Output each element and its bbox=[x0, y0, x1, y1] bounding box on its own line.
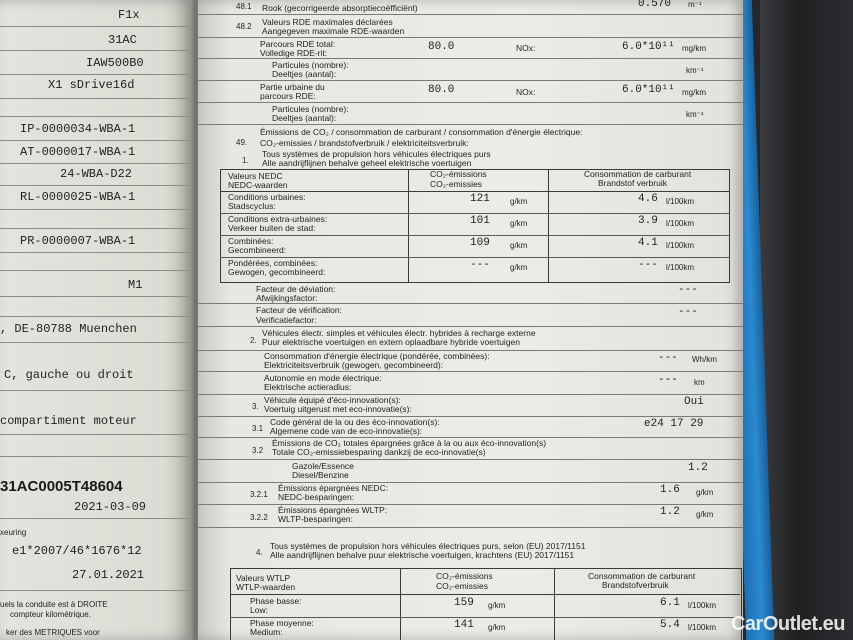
approval-date: 27.01.2021 bbox=[72, 568, 145, 582]
value: --- bbox=[658, 352, 678, 364]
column-divider bbox=[408, 169, 409, 282]
divider bbox=[198, 80, 743, 81]
co2-value: 141 bbox=[454, 619, 474, 631]
label-nl: Voertuig uitgerust met eco-innovatie(s): bbox=[264, 404, 412, 414]
fuel-value: 3.9 bbox=[638, 215, 658, 227]
row-label-nl: Gecombineerd: bbox=[228, 245, 287, 255]
section-number: 4. bbox=[256, 548, 263, 557]
value: --- bbox=[658, 374, 678, 386]
label-nl: Aangegeven maximale RDE-waarden bbox=[262, 26, 405, 36]
co2-unit: g/km bbox=[510, 263, 528, 272]
divider bbox=[198, 124, 743, 125]
note-text: ker des METRIQUES voor bbox=[6, 628, 100, 637]
column-divider bbox=[548, 169, 549, 282]
divider bbox=[0, 252, 192, 253]
left-value: C, gauche ou droit bbox=[4, 368, 134, 382]
header-nl: WTLP-waarden bbox=[236, 582, 296, 592]
value: 0.570 bbox=[638, 0, 672, 10]
label-nl: Volledige RDE-rit: bbox=[260, 48, 328, 58]
left-value: compartiment moteur bbox=[0, 414, 137, 428]
label-nl: Algemene code van de eco-innovatie(s): bbox=[270, 426, 423, 436]
fuel-value: 5.4 bbox=[660, 619, 680, 631]
divider bbox=[0, 456, 192, 457]
header-fr: CO₂-émissions bbox=[436, 571, 493, 581]
unit: km⁻¹ bbox=[686, 110, 704, 119]
fuel-unit: l/100km bbox=[666, 197, 695, 206]
row-label-fr: Combinées: bbox=[228, 236, 274, 246]
value: 1.2 bbox=[688, 462, 708, 474]
fuel-value: 4.6 bbox=[638, 193, 658, 205]
nox-value: 6.0*10¹¹ bbox=[622, 41, 675, 53]
label-fr: Véhicules électr. simples et véhicules électr. hybrides à recharge externe bbox=[262, 328, 536, 338]
label-fr: Valeurs RDE maximales déclarées bbox=[262, 17, 393, 27]
unit: g/km bbox=[696, 488, 714, 497]
left-value: IAW500B0 bbox=[86, 56, 144, 70]
header-nl: NEDC-waarden bbox=[228, 180, 288, 190]
note-text: compteur kilométrique. bbox=[10, 610, 91, 619]
divider bbox=[0, 590, 192, 591]
label-nl: Deeltjes (aantal): bbox=[272, 69, 337, 79]
fuel-value: 6.1 bbox=[660, 597, 680, 609]
divider bbox=[0, 185, 192, 186]
unit: Wh/km bbox=[692, 355, 717, 364]
value: --- bbox=[678, 306, 698, 318]
label-fr: Tous systèmes de propulsion hors véhicules électriques purs bbox=[262, 149, 491, 159]
divider bbox=[198, 371, 743, 372]
fuel-unit: l/100km bbox=[688, 601, 717, 610]
left-value: AT-0000017-WBA-1 bbox=[20, 145, 136, 159]
section-number: 48.1 bbox=[236, 2, 252, 11]
section-number: 3.2.1 bbox=[250, 490, 268, 499]
label-fr: Facteur de déviation: bbox=[256, 284, 336, 294]
section-number: 1. bbox=[242, 156, 249, 165]
label-nl: Deeltjes (aantal): bbox=[272, 113, 337, 123]
left-value: M1 bbox=[128, 278, 143, 292]
header-fr: Valeurs NEDC bbox=[228, 171, 283, 181]
unit: g/km bbox=[696, 510, 714, 519]
approval-number: e1*2007/46*1676*12 bbox=[12, 544, 142, 558]
fuel-unit: l/100km bbox=[666, 241, 695, 250]
divider bbox=[0, 316, 192, 317]
value: 80.0 bbox=[428, 41, 455, 53]
section-number: 3.2.2 bbox=[250, 513, 268, 522]
label-fr: Particules (nombre): bbox=[272, 60, 349, 70]
label-fr: Émissions de CO₂ totales épargnées grâce à la ou aux éco-innovation(s) bbox=[272, 438, 547, 448]
section-number: 49. bbox=[236, 138, 248, 147]
row-label-nl: Medium: bbox=[250, 627, 283, 637]
column-divider bbox=[554, 568, 555, 640]
header-nl: Brandstofverbruik bbox=[602, 580, 669, 590]
unit: km bbox=[694, 378, 705, 387]
left-value: RL-0000025-WBA-1 bbox=[20, 190, 136, 204]
fuel-unit: l/100km bbox=[666, 219, 695, 228]
row-label-nl: Verkeer buiten de stad: bbox=[228, 223, 316, 233]
co2-unit: g/km bbox=[510, 197, 528, 206]
label-fr: parcours RDE: bbox=[260, 91, 316, 101]
divider bbox=[0, 140, 192, 141]
row-label-fr: Pondérées, combinées: bbox=[228, 258, 318, 268]
divider bbox=[0, 228, 192, 229]
unit: mg/km bbox=[682, 44, 706, 53]
divider bbox=[198, 326, 743, 327]
label-nl: Afwijkingsfactor: bbox=[256, 293, 318, 303]
co2-value: 109 bbox=[470, 237, 490, 249]
nox-label: NOx: bbox=[516, 87, 536, 97]
keuring-label: xeuring bbox=[0, 528, 27, 537]
label-fr: Véhicule équipé d'éco-innovation(s): bbox=[264, 395, 401, 405]
row-label-fr: Conditions extra-urbaines: bbox=[228, 214, 328, 224]
column-divider bbox=[400, 568, 401, 640]
divider bbox=[0, 163, 192, 164]
divider bbox=[198, 14, 743, 15]
label-fr: Partie urbaine du bbox=[260, 82, 325, 92]
label-nl: Elektrische actieradius: bbox=[264, 382, 352, 392]
unit: km⁻¹ bbox=[686, 66, 704, 75]
row-label-fr: Phase basse: bbox=[250, 596, 302, 606]
divider bbox=[198, 303, 743, 304]
row-label-fr: Phase moyenne: bbox=[250, 618, 314, 628]
label-fr: Autonomie en mode électrique: bbox=[264, 373, 382, 383]
section-number: 3. bbox=[252, 402, 259, 411]
divider bbox=[0, 26, 192, 27]
label-nl: Alle aandrijflijnen behalve geheel elektrische voertuigen bbox=[262, 158, 472, 168]
co2-value: 101 bbox=[470, 215, 490, 227]
co2-unit: g/km bbox=[488, 601, 506, 610]
left-value: IP-0000034-WBA-1 bbox=[20, 122, 136, 136]
co2-value: 121 bbox=[470, 193, 490, 205]
co2-unit: g/km bbox=[510, 241, 528, 250]
left-page bbox=[0, 0, 192, 640]
header-fr: Valeurs WTLP bbox=[236, 573, 291, 583]
row-label-fr: Conditions urbaines: bbox=[228, 192, 306, 202]
label-fr: Parcours RDE total: bbox=[260, 39, 336, 49]
divider bbox=[198, 58, 743, 59]
fuel-value: 4.1 bbox=[638, 237, 658, 249]
header-fr: Consommation de carburant bbox=[584, 169, 692, 179]
label-nl: WLTP-besparingen: bbox=[278, 514, 353, 524]
left-value: F1x bbox=[118, 8, 140, 22]
left-value: 24-WBA-D22 bbox=[60, 167, 133, 181]
divider bbox=[198, 37, 743, 38]
section-number: 3.1 bbox=[252, 424, 264, 433]
label-nl: Verificatiefactor: bbox=[256, 315, 317, 325]
divider bbox=[198, 527, 743, 528]
divider bbox=[0, 434, 192, 435]
header-nl: CO₂-emissies bbox=[436, 581, 488, 591]
left-value: PR-0000007-WBA-1 bbox=[20, 234, 136, 248]
co2-value: 159 bbox=[454, 597, 474, 609]
date-field: 2021-03-09 bbox=[74, 500, 147, 514]
fuel-value: --- bbox=[638, 259, 658, 271]
row-label-nl: Gewogen, gecombineerd: bbox=[228, 267, 326, 277]
right-page bbox=[198, 0, 743, 640]
row-divider bbox=[230, 594, 740, 595]
value: 1.6 bbox=[660, 484, 680, 496]
divider bbox=[0, 270, 192, 271]
nox-value: 6.0*10¹¹ bbox=[622, 84, 675, 96]
label-fr: Consommation d'énergie électrique (pondérée, combinées): bbox=[264, 351, 490, 361]
header-fr: CO₂-émissions bbox=[430, 169, 487, 179]
left-value: X1 sDrive16d bbox=[48, 78, 135, 92]
header-nl: Brandstof verbruik bbox=[598, 178, 667, 188]
divider bbox=[198, 459, 743, 460]
label-fr: Gazole/Essence bbox=[292, 461, 354, 471]
fuel-unit: l/100km bbox=[688, 623, 717, 632]
label-nl: Elektriciteitsverbruik (gewogen, gecombineerd): bbox=[264, 360, 444, 370]
row-label-nl: Low: bbox=[250, 605, 268, 615]
label-nl: Diesel/Benzine bbox=[292, 470, 349, 480]
label-fr: Tous systèmes de propulsion hors véhicules électriques purs, selon (EU) 2017/1151 bbox=[270, 541, 586, 551]
vin-code: 31AC0005T48604 bbox=[0, 478, 123, 495]
label-fr: Émissions épargnées NEDC: bbox=[278, 483, 389, 493]
header-nl: CO₂-emissies bbox=[430, 179, 482, 189]
fuel-unit: l/100km bbox=[666, 263, 695, 272]
unit: mg/km bbox=[682, 88, 706, 97]
value: e24 17 29 bbox=[644, 418, 704, 430]
label-nl: Totale CO₂-emissiebesparing dankzij de eco-innovatie(s) bbox=[272, 447, 486, 457]
value: 1.2 bbox=[660, 506, 680, 518]
co2-unit: g/km bbox=[488, 623, 506, 632]
section-number: 2. bbox=[250, 336, 257, 345]
watermark-logo: CarOutlet.eu bbox=[730, 613, 845, 635]
divider bbox=[0, 50, 192, 51]
divider bbox=[0, 390, 192, 391]
label-nl: Rook (gecorrigeerde absorptiecoëfficiënt) bbox=[262, 3, 418, 13]
co2-value: --- bbox=[470, 259, 490, 271]
label-fr: Émissions épargnées WLTP: bbox=[278, 505, 387, 515]
left-value: , DE-80788 Muenchen bbox=[0, 322, 137, 336]
divider bbox=[0, 98, 192, 99]
divider bbox=[0, 518, 192, 519]
label-nl: CO₂-emissies / brandstofverbruik / elektriciteitsverbruik: bbox=[260, 138, 469, 148]
label-nl: Puur elektrische voertuigen en extern oplaadbare hybride voertuigen bbox=[262, 337, 520, 347]
value: --- bbox=[678, 284, 698, 296]
left-value: 31AC bbox=[108, 33, 137, 47]
background-surface bbox=[760, 0, 853, 640]
label-fr: Émissions de CO₂ / consommation de carburant / consommation d'énergie électrique: bbox=[260, 127, 583, 137]
nox-label: NOx: bbox=[516, 43, 536, 53]
unit: m⁻¹ bbox=[688, 0, 702, 9]
value: Oui bbox=[684, 396, 704, 408]
label-nl: NEDC-besparingen: bbox=[278, 492, 355, 502]
divider bbox=[0, 342, 192, 343]
label-fr: Code général de la ou des éco-innovation(s): bbox=[270, 417, 440, 427]
label-fr: Particules (nombre): bbox=[272, 104, 349, 114]
section-number: 48.2 bbox=[236, 22, 252, 31]
label-nl: Alle aandrijflijnen behalve puur elektrische voertuigen, krachtens (EU) 2017/1151 bbox=[270, 550, 575, 560]
section-number: 3.2 bbox=[252, 446, 264, 455]
divider bbox=[0, 74, 192, 75]
value: 80.0 bbox=[428, 84, 455, 96]
divider bbox=[198, 102, 743, 103]
note-text: uels la conduite est à DROITE bbox=[0, 600, 108, 609]
divider bbox=[0, 209, 192, 210]
row-label-nl: Stadscyclus: bbox=[228, 201, 276, 211]
divider bbox=[0, 116, 192, 117]
co2-unit: g/km bbox=[510, 219, 528, 228]
label-fr: Facteur de vérification: bbox=[256, 305, 342, 315]
divider bbox=[0, 296, 192, 297]
header-fr: Consommation de carburant bbox=[588, 571, 696, 581]
row-divider bbox=[220, 235, 729, 236]
